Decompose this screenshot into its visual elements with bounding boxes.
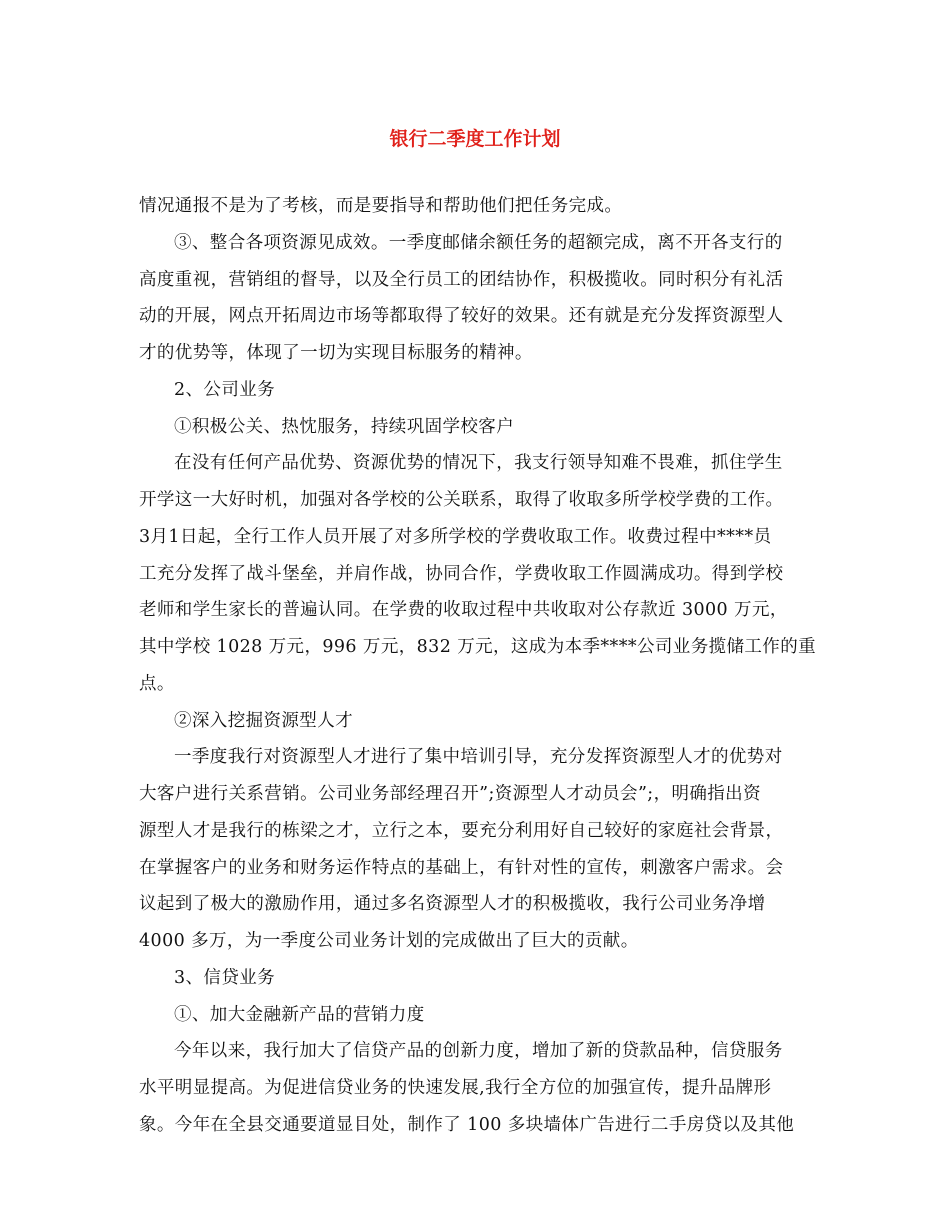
- text-line: 2、公司业务: [174, 379, 276, 400]
- document-title: 银行二季度工作计划: [389, 128, 561, 150]
- text-line: ①、加大金融新产品的营销力度: [174, 1004, 425, 1025]
- text-line: 源型人才是我行的栋梁之才，立行之本，要充分利用好自己较好的家庭社会背景，: [139, 820, 784, 841]
- text-line: 点。: [139, 673, 175, 694]
- text-line: 水平明显提高。为促进信贷业务的快速发展,我行全方位的加强宣传，提升品牌形: [139, 1078, 772, 1098]
- text-line: ③、整合各项资源见成效。一季度邮储余额任务的超额完成，离不开各支行的: [174, 232, 783, 253]
- text-line: 一季度我行对资源型人才进行了集中培训引导，充分发挥资源型人才的优势对: [174, 747, 783, 768]
- text-line: 高度重视，营销组的督导，以及全行员工的团结协作，积极揽收。同时积分有礼活: [139, 269, 784, 290]
- text-line: 3、信贷业务: [174, 967, 276, 988]
- text-line: 在没有任何产品优势、资源优势的情况下，我支行领导知难不畏难，抓住学生: [174, 453, 783, 474]
- text-line: 开学这一大好时机，加强对各学校的公关联系，取得了收取多所学校学费的工作。: [139, 490, 784, 510]
- text-line: 才的优势等，体现了一切为实现目标服务的精神。: [139, 343, 533, 363]
- text-line: 在掌握客户的业务和财务运作特点的基础上，有针对性的宣传，刺激客户需求。会: [139, 857, 784, 878]
- text-line: 情况通报不是为了考核，而是要指导和帮助他们把任务完成。: [139, 196, 623, 216]
- text-line: 老师和学生家长的普遍认同。在学费的收取过程中共收取对公存款近 3000 万元，: [139, 600, 788, 621]
- text-line: ②深入挖掘资源型人才: [174, 710, 353, 731]
- text-line: 象。今年在全县交通要道显目处，制作了 100 多块墙体广告进行二手房贷以及其他: [139, 1114, 795, 1135]
- text-line: ①积极公关、热忱服务，持续巩固学校客户: [174, 416, 515, 437]
- text-line: 3月1日起，全行工作人员开展了对多所学校的学费收取工作。收费过程中****员: [139, 526, 772, 547]
- text-line: 4000 多万，为一季度公司业务计划的完成做出了巨大的贡献。: [139, 931, 639, 951]
- document-body: [139, 188, 819, 1144]
- text-line: 大客户进行关系营销。公司业务部经理召开”;资源型人才动员会”;，明确指出资: [139, 784, 761, 804]
- text-line: 议起到了极大的激励作用，通过多名资源型人才的积极揽收，我行公司业务净增: [139, 894, 766, 915]
- text-line: 其中学校 1028 万元，996 万元，832 万元，这成为本季****公司业务揽储工作的重: [139, 637, 816, 657]
- text-line: 工充分发挥了战斗堡垒，并肩作战，协同合作，学费收取工作圆满成功。得到学校: [139, 563, 784, 584]
- text-line: 动的开展，网点开拓周边市场等都取得了较好的效果。还有就是充分发挥资源型人: [139, 306, 784, 327]
- text-line: 今年以来，我行加大了信贷产品的创新力度，增加了新的贷款品种，信贷服务: [174, 1041, 783, 1062]
